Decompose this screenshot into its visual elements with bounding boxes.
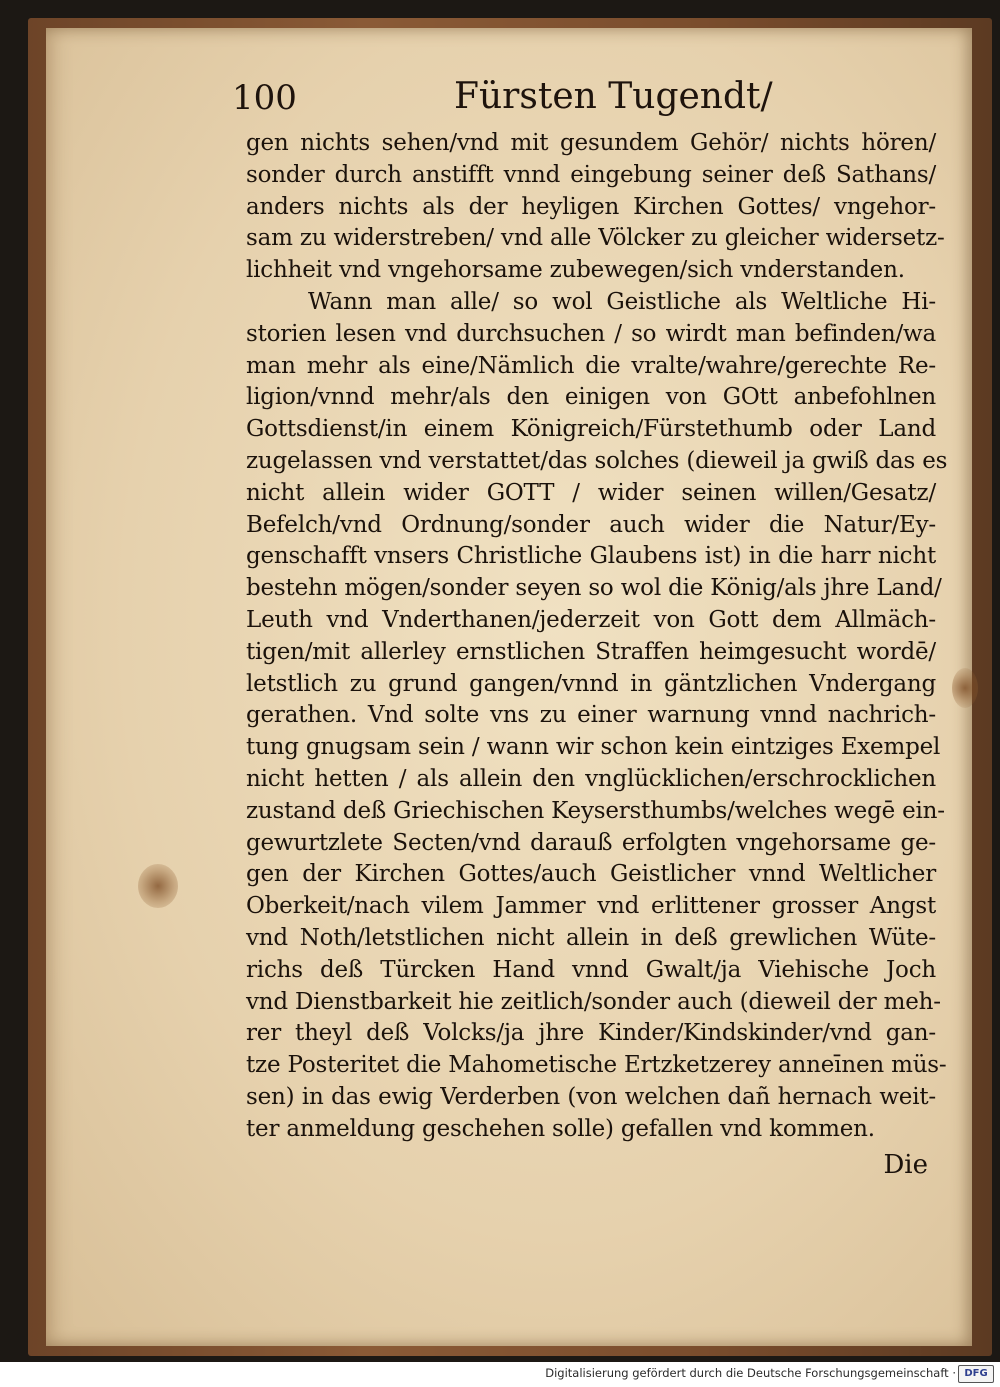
text-line: Gottsdienst/in einem Königreich/Fürstethumb oder Land (246, 416, 936, 443)
text-line: bestehn mögen/sonder seyen so wol die König/als jhre Land/ (246, 575, 942, 602)
text-line: sen) in das ewig Verderben (von welchen dañ hernach weit- (246, 1083, 936, 1110)
text-line: tze Posteritet die Mahometische Ertzketzerey anneīnen müs- (246, 1052, 947, 1079)
text-line: gen der Kirchen Gottes/auch Geistlicher vnnd Weltlicher (246, 861, 936, 888)
text-line: rer theyl deß Volcks/ja jhre Kinder/Kindskinder/vnd gan- (246, 1020, 936, 1047)
text-line: vnd Dienstbarkeit hie zeitlich/sonder auch (dieweil der meh- (246, 988, 941, 1015)
text-line: gen nichts sehen/vnd mit gesundem Gehör/ nichts hören/ (246, 130, 936, 156)
text-line: gerathen. Vnd solte vns zu einer warnung vnnd nachrich- (246, 702, 936, 729)
text-line: nicht hetten / als allein den vnglücklichen/erschrocklichen (246, 765, 936, 792)
text-line: ter anmeldung geschehen solle) gefallen vnd kommen. (246, 1115, 875, 1142)
text-line: Wann man alle/ so wol Geistliche als Weltliche Hi- (308, 288, 936, 315)
text-line: man mehr als eine/Nämlich die vralte/wahre/gerechte Re- (246, 352, 936, 379)
footer-bar (0, 1362, 1000, 1387)
text-line: tigen/mit allerley ernstlichen Straffen heimgesucht wordē/ (246, 638, 936, 665)
text-line: tung gnugsam sein / wann wir schon kein eintziges Exempel (246, 734, 941, 761)
body-text (246, 128, 948, 1186)
text-line: genschafft vnsers Christliche Glaubens ist) in die harr nicht (246, 543, 936, 570)
text-line: anders nichts als der heyligen Kirchen Gottes/ vngehor- (246, 193, 936, 220)
dfg-logo-icon: DFG (958, 1365, 994, 1383)
text-line: zustand deß Griechischen Keysersthumbs/welches wegē ein- (246, 797, 945, 824)
catchword: Die (883, 1149, 928, 1180)
text-line: sonder durch anstifft vnnd eingebung seiner deß Sathans/ (246, 161, 936, 188)
text-line: gewurtzlete Secten/vnd darauß erfolgten vngehorsame ge- (246, 829, 936, 856)
text-line: lichheit vnd vngehorsame zubewegen/sich vnderstanden. (246, 257, 905, 284)
text-line: zugelassen vnd verstattet/das solches (dieweil ja gwiß das es (246, 447, 948, 474)
text-line: Leuth vnd Vnderthanen/jederzeit von Gott dem Allmäch- (246, 606, 936, 633)
ink-stain-left (138, 864, 178, 908)
text-line: letstlich zu grund gangen/vnnd in gäntzlichen Vndergang (246, 670, 936, 697)
page-number: 100 (232, 78, 297, 118)
text-line: nicht allein wider GOTT / wider seinen willen/Gesatz/ (246, 479, 936, 506)
ink-stain-right (952, 668, 978, 708)
text-line: vnd Noth/letstlichen nicht allein in deß grewlichen Wüte- (246, 924, 936, 951)
text-line: Oberkeit/nach vilem Jammer vnd erlittener grosser Angst (246, 893, 936, 920)
page-header (232, 72, 773, 122)
text-line: richs deß Türcken Hand vnnd Gwalt/ja Viehische Joch (246, 956, 936, 983)
text-line: ligion/vnnd mehr/als den einigen von GOtt anbefohlnen (246, 384, 936, 411)
text-line: Befelch/vnd Ordnung/sonder auch wider die Natur/Ey- (246, 511, 936, 538)
text-line: sam zu widerstreben/ vnd alle Völcker zu gleicher widersetz- (246, 225, 945, 252)
running-title: Fürsten Tugendt/ (454, 76, 773, 117)
text-line: storien lesen vnd durchsuchen / so wirdt man befinden/wa (246, 320, 936, 347)
funding-credit: Digitalisierung gefördert durch die Deutsche Forschungsgemeinschaft · (545, 1366, 956, 1380)
catchword-row (246, 1146, 936, 1186)
